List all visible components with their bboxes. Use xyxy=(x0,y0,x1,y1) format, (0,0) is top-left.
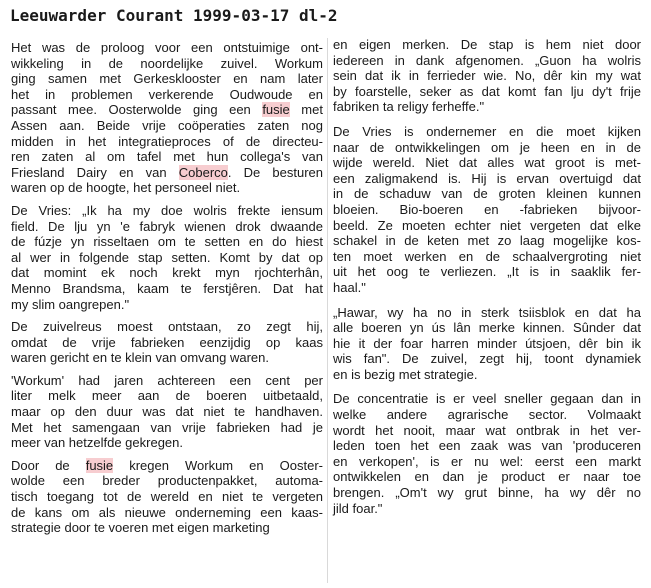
text-segment: sein dat ik in ferrieder wie. No, dêr kin my wat xyxy=(333,68,641,84)
text-line xyxy=(11,505,323,521)
text-segment: meer van hetzelfde gekregen. xyxy=(11,435,183,451)
text-segment: my slim oangrepen." xyxy=(11,296,130,312)
text-segment: al wer in folgende stap setten. Komt by dat op xyxy=(11,249,323,265)
text-line xyxy=(11,520,323,536)
text-line xyxy=(11,265,323,281)
text-line xyxy=(333,171,641,187)
column-divider xyxy=(327,38,328,583)
text-segment: en is bezig met strategie. xyxy=(333,366,478,382)
text-segment: liter melk meer aan de boeren uitbetaald, xyxy=(11,388,323,404)
text-line xyxy=(11,56,323,72)
text-line xyxy=(333,305,641,321)
paragraph xyxy=(11,458,323,536)
highlighted-term: fusie xyxy=(262,102,290,118)
text-segment: uit het oog te verliezen. „It is in saaklik fer- xyxy=(333,264,641,280)
text-line xyxy=(11,149,323,165)
text-line xyxy=(333,485,641,501)
text-line xyxy=(11,297,323,313)
text-segment: in de schaduw van de groten kleinen kunnen xyxy=(333,186,641,202)
text-segment: . De besturen xyxy=(227,164,323,180)
text-segment: maar op den duur was dat niet te handhaven. xyxy=(11,404,323,420)
paragraph xyxy=(333,305,641,383)
text-line xyxy=(11,234,323,250)
text-line xyxy=(11,350,323,366)
text-segment: 'Workum' had jaren achtereen een cent per xyxy=(11,372,323,388)
text-line xyxy=(11,458,323,474)
text-segment: ging samen met Gerkesklooster en nam later xyxy=(11,71,323,87)
text-line xyxy=(333,124,641,140)
text-line xyxy=(333,233,641,249)
text-line xyxy=(11,250,323,266)
text-segment: tisch toegang tot de wereld en niet te vergeten xyxy=(11,489,323,505)
text-line xyxy=(333,423,641,439)
text-line xyxy=(11,489,323,505)
text-segment: wijde wereld. Niet dat alles wat groot is met- xyxy=(333,155,641,171)
text-segment: strategie door te voeren met eigen marketing xyxy=(11,520,270,536)
text-line xyxy=(333,249,641,265)
text-line xyxy=(11,473,323,489)
text-line xyxy=(333,280,641,296)
text-line xyxy=(11,203,323,219)
text-segment: passant mee. Oosterwolde ging een xyxy=(11,102,263,118)
text-line xyxy=(333,454,641,470)
text-segment: Assen aan. Beide vrije coöperaties zaten nog xyxy=(11,117,323,133)
text-segment: beeld. Ze moeten echter niet vergeten dat elke xyxy=(333,217,641,233)
text-line xyxy=(333,336,641,352)
text-segment: iedereen in dank afgenomen. „Guon ha wolris xyxy=(333,52,641,68)
text-line xyxy=(333,264,641,280)
text-line xyxy=(11,165,323,181)
text-segment: field. De lju yn 'e fabryk wienen drok dwaande xyxy=(11,218,323,234)
text-segment: welke andere agrarische sector. Volmaakt xyxy=(333,407,641,423)
text-segment: Friesland Dairy en van xyxy=(11,164,179,180)
text-segment: brengen. „Om't wy grut binne, ha wy dêr no xyxy=(333,485,641,501)
text-segment: fabriken ta religy ferheffe." xyxy=(333,99,485,115)
text-segment: omdat de vrije fabrieken eenzijdig op kaas xyxy=(11,334,323,350)
text-line xyxy=(11,134,323,150)
right-column xyxy=(333,37,641,525)
paragraph xyxy=(11,319,323,366)
text-line xyxy=(333,438,641,454)
text-line xyxy=(333,99,641,115)
text-segment: schakel in de keten met zo laag mogelijke kos- xyxy=(333,233,641,249)
text-segment: wolde een breder productenpakket, automa- xyxy=(11,473,323,489)
left-column xyxy=(11,40,323,543)
text-line xyxy=(333,391,641,407)
text-segment: „Hawar, wy ha no in sterk tsiisblok en dat ha xyxy=(333,304,641,320)
text-segment: De zuivelreus moest ontstaan, zo zegt hij, xyxy=(11,319,323,335)
paragraph xyxy=(333,37,641,115)
text-line xyxy=(11,40,323,56)
text-line xyxy=(11,319,323,335)
text-segment: jild foar." xyxy=(333,500,383,516)
text-segment: alle boeren yn ús lân merke kinnen. Sûnder dat xyxy=(333,320,641,336)
highlighted-term: Coberco xyxy=(178,164,228,180)
text-segment: Met het samengaan van vrije fabrieken had je xyxy=(11,419,323,435)
text-segment: waren gericht en te klein van omvang waren. xyxy=(11,350,269,366)
text-line xyxy=(333,140,641,156)
paragraph xyxy=(11,203,323,312)
text-segment: De Vries is ondernemer en die moet kijken xyxy=(333,123,641,139)
text-line xyxy=(333,351,641,367)
text-segment: kregen Workum en Ooster- xyxy=(113,457,323,473)
text-segment: wordt het nooit, maar wat ontbrak in het ver- xyxy=(333,422,641,438)
text-line xyxy=(333,53,641,69)
paragraph xyxy=(11,40,323,196)
text-line xyxy=(333,320,641,336)
text-segment: dat momint ek noch krekt myn rjochterhân, xyxy=(11,265,323,281)
paragraph xyxy=(333,391,641,516)
text-segment: midden in het integratieproces of de directeu- xyxy=(11,133,323,149)
text-segment: Door de xyxy=(11,457,86,473)
text-line xyxy=(333,218,641,234)
highlighted-term: fusie xyxy=(85,457,114,473)
paragraph xyxy=(333,124,641,296)
text-segment: waren op de hoogte, het personeel niet. xyxy=(11,180,241,196)
text-segment: by foarstelle, seker as dat komt fan lju dy't frije xyxy=(333,83,641,99)
text-line xyxy=(11,404,323,420)
text-line xyxy=(333,407,641,423)
text-segment: ten moet werken en de schaalvergroting niet xyxy=(333,248,641,264)
text-segment: met xyxy=(289,102,323,118)
text-segment: de fúzje yn risseltaen om te setten en do hiest xyxy=(11,234,323,250)
text-segment: haal." xyxy=(333,279,366,295)
text-segment: bloeien. Bio-boeren en -fabrieken bijvoor- xyxy=(333,201,641,217)
text-line xyxy=(333,202,641,218)
text-segment: een zaligmakend is. Hij is ervan overtuigd dat xyxy=(333,170,641,186)
text-segment: ren zaten al om tafel met hun collega's van xyxy=(11,149,323,165)
text-line xyxy=(11,118,323,134)
text-line xyxy=(333,367,641,383)
text-line xyxy=(11,335,323,351)
text-segment: De Vries: „Ik ha my doe wolris frekte iensum xyxy=(11,202,323,218)
text-line xyxy=(333,84,641,100)
text-segment: Het was de proloog voor een ontstuimige ont- xyxy=(11,40,323,55)
text-line xyxy=(333,37,641,53)
text-line xyxy=(11,219,323,235)
text-segment: hie it der foar harren minder útsjoen, dêr bin ik xyxy=(333,335,641,351)
text-line xyxy=(11,420,323,436)
text-line xyxy=(11,388,323,404)
text-segment: en eigen merken. De stap is hem niet door xyxy=(333,37,641,52)
text-line xyxy=(333,68,641,84)
text-line xyxy=(11,373,323,389)
text-line xyxy=(11,180,323,196)
text-segment: het in problemen verkerende Oudwoude en xyxy=(11,86,323,102)
text-segment: leden toen het een zaak was van 'produceren xyxy=(333,438,641,454)
text-segment: de kans om als nieuwe onderneming een kaas- xyxy=(11,504,323,520)
text-line xyxy=(11,87,323,103)
text-segment: en verkopen', is er nu wel: eerst een markt xyxy=(333,453,641,469)
paragraph xyxy=(11,373,323,451)
text-segment: Menno Brandsma, kaam te ferstjêren. Dat hat xyxy=(11,280,323,296)
text-line xyxy=(11,71,323,87)
text-line xyxy=(11,102,323,118)
text-line xyxy=(333,186,641,202)
text-segment: De concentratie is er veel sneller gegaan dan in xyxy=(333,391,641,407)
text-line xyxy=(333,469,641,485)
text-segment: naar de ontwikkelingen om je heen en in de xyxy=(333,139,641,155)
text-line xyxy=(11,435,323,451)
text-segment: ontwikkelen en dan je product er naar toe xyxy=(333,469,641,485)
text-line xyxy=(333,155,641,171)
clipping-header: Leeuwarder Courant 1999-03-17 dl-2 xyxy=(10,6,338,25)
text-line xyxy=(11,281,323,297)
text-line xyxy=(333,501,641,517)
text-segment: wikkeling in de noordelijke zuivel. Workum xyxy=(11,55,323,71)
text-segment: wis fan". De zuivel, zegt hij, toont dynamiek xyxy=(333,351,641,367)
